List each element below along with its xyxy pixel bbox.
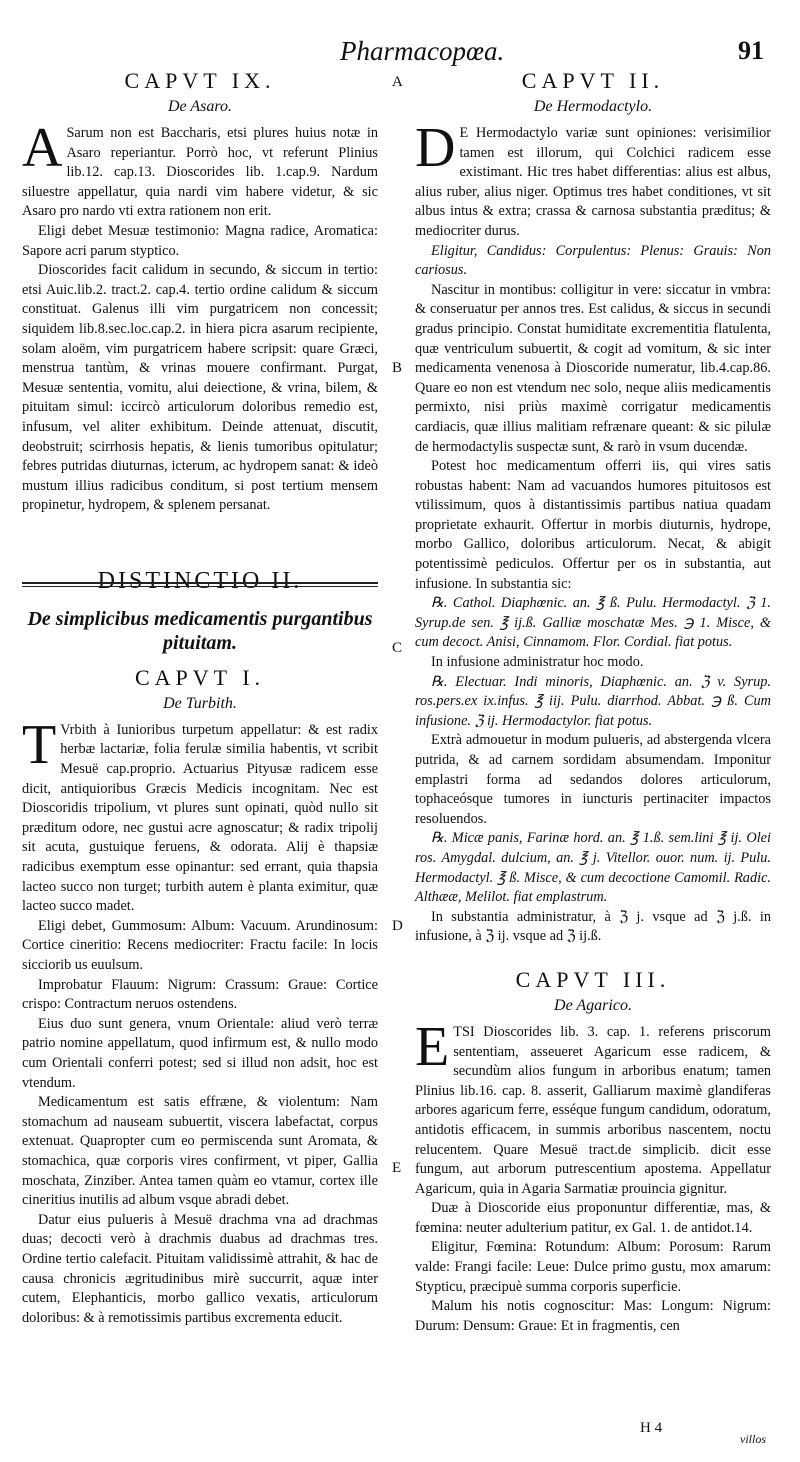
paragraph: Duæ à Dioscoride eius proponuntur differentiæ, mas, & fœmina: neuter adulterium patitur, ex Gal. 1. de antidot.14.: [415, 1200, 771, 1236]
paragraph: Nascitur in montibus: colligitur in vere: siccatur in vmbra: & conseruatur per annos tres. Est calidus, & siccus in secundi gradus principio. Constat humiditate excrementitia flatulenta, quæ ventriculum subuertit, & cogit ad vomitum, & sic inter medicamenta venenosa à Dioscoride numeratur, lib.4.cap.86. Quare eo non est vtendum nec solo, neque aliis medicamentis permixto, nisi priùs maximè corrigatur medicamentis cardiacis, quæ illius malitiam refrænare queant: & sic pilulæ de hermodactylis suspectæ sunt, & rarò in vsum ducendæ.: [415, 281, 771, 455]
chapter-subtitle: De Agarico.: [554, 996, 632, 1014]
paragraph: A Sarum non est Baccharis, etsi plures huius notæ in Asaro reperiantur. Porrò hoc, vt referunt Plinius lib.12. cap.13. Dioscorides lib. 1.cap.9. Nardum siluestre appellatur, quia nardi vim habere videtur, & sic Asaro pro nardo vti extra rationem non erit.: [22, 117, 378, 220]
paragraph: In substantia administratur, à ℨ j. vsque ad ℨ j.ß. in infusione, à ℨ ij. vsque ad ℨ ij.ß.: [415, 908, 771, 945]
paragraph: Eligitur, Fœmina: Rotundum: Album: Porosum: Rarum valde: Frangi facile: Leue: Dulce primo gustu, mox amarum: Stypticu, præcipuè summa corporis superficie.: [415, 1239, 771, 1295]
chapter-heading: CAPVT IX.: [124, 68, 276, 93]
chapter-subtitle: De Hermodactylo.: [533, 98, 653, 115]
paragraph: Eius duo sunt genera, vnum Orientale: aliud verò terræ patrio nomine appellatum, quod infirmum est, & nullo modo cum Orientali conferri potest; sed si illud non adsit, hoc est vtendum.: [22, 1015, 378, 1091]
paragraph: Eligi debet, Gummosum: Album: Vacuum. Arundinosum: Cortice cineritio: Recens mediocriter: Fractu facile: In locis sicciorib us euulsum.: [22, 917, 378, 973]
paragraph: Potest hoc medicamentum offerri iis, qui vires satis robustas habent: Nam ad vacuandos humores pituitosos est vtilissimum, quos à distantissimis partibus natiua quadam proprietate exhaurit. Offertur in morbis diuturnis, hydrope, morbo Gallico, doloribus articulorum. Necat, & abigit potentissimè pediculos. Offertur per os in substantia, aut infusione. In substantia sic:: [415, 458, 771, 592]
catchword: villos: [740, 1432, 766, 1446]
margin-letter-c: C: [392, 640, 403, 656]
paragraph: T Vrbith à Iunioribus turpetum appellatur: & est radix herbæ lactariæ, folia ferulæ similia habentis, vt scribit Mesuë cap.proprio. Actuarius Pityusæ radicem esse dicit, antiquioribus Græcis Medicis incognitam. Nec est Dioscoridis tripolium, vt plures sunt opinati, quòd nullo sit præditum odore, nec gustui acre agnoscatur; & radix tripolij sit acuta, gustuique feruens, & odorata. Alij è thapsiæ radicibus exemptum esse opinantur: sed errant, quia thapsia lacteo succo non turget; turbith autem è planta eximitur, quæ lacteo succo madet.: [22, 713, 378, 915]
section-rule: [22, 586, 378, 587]
recipe: ℞. Electuar. Indi minoris, Diaphœnic. an. ℨ v. Syrup. ros.pers.ex ix.infus. ℥ iij. Pulu. diarrhod. Abbat. ℈ ß. Cum infusione. ℨ ij. Hermodactylor. fiat potus.: [415, 673, 771, 729]
signature-mark: H 4: [640, 1420, 663, 1436]
paragraph: Dioscorides facit calidum in secundo, & siccum in tertio: etsi Auic.lib.2. tract.2. cap.4. tertio ordine calidum & siccum constituat. Galenus illi vim purgatricem non concessit; siquidem lib.8.sec.loc.cap.2. in hiera picra asarum recipiente, solam aloëm, vim purgatricem habere scripsit: quare Græci, menstrua tantùm, & vrinas mouere confirmant. Purgat, Mesuæ sententia, vomitu, alui deiectione, & vrina, bilem, & pituitam simul: iccircò articulorum doloribus remedio est, infusum, vel aliter exhibitum. Deinde attenuat, discutit, deobstruit; scirrhosis hepatis, & lienis tumoribus opitulatur; febres putridas diuturnas, icterum, ac hydropem sanat: & ideò mustum illius radicibus conditum, si post tertium mensem propinetur, hydropem, & splenem persanat.: [22, 262, 378, 514]
drop-cap: A: [22, 117, 63, 179]
paragraph: Eligitur, Candidus: Corpulentus: Plenus: Grauis: Non cariosus.: [415, 242, 771, 279]
right-column: [415, 62, 771, 1336]
left-column: [22, 62, 378, 1328]
running-title: Pharmacopœa.: [340, 36, 505, 66]
distinction-subtitle: De simplicibus medicamentis purgantibus pituitam.: [27, 607, 373, 654]
paragraph: Improbatur Flauum: Nigrum: Crassum: Graue: Cortice crispo: Contractum neruos ostendens.: [22, 976, 378, 1013]
recipe: ℞. Cathol. Diaphœnic. an. ℥ ß. Pulu. Hermodactyl. ℨ 1. Syrup.de sen. ℥ ij.ß. Galliæ moschatæ Mes. ℈ 1. Misce, & cum decoct. Anisi, Cinnamom. Flor. Cordial. fiat potus.: [415, 595, 771, 651]
paragraph: D E Hermodactylo variæ sunt opiniones: verisimilior tamen est illorum, qui Colchici radicem esse existimant. Hic tres habet differentias: alius est albus, alius ruber, alius niger. Optimus tres habet conditiones, vt sit albus intus & extra; crassa & carnosa substantia præditus; & mediocriter durus.: [415, 117, 771, 239]
paragraph: Eligi debet Mesuæ testimonio: Magna radice, Aromatica: Sapore acri parum styptico.: [22, 222, 378, 259]
paragraph: In infusione administratur hoc modo.: [431, 654, 644, 671]
chapter-subtitle: De Turbith.: [163, 694, 237, 712]
margin-letter-a: A: [392, 74, 403, 90]
chapter-subtitle: De Asaro.: [168, 98, 232, 115]
chapter-heading: CAPVT III.: [515, 966, 671, 992]
paragraph: ETSI Dioscorides lib. 3. cap. 1. referens priscorum sententiam, asseueret Agaricum esse radicem, & secundùm alios fungum in arboribus enatum; tamen Plinius lib.16. cap. 8. asserit, Galliarum maximè glandiferas arbores agaricum ferre, esséque fungum candidum, odoratum, antidotis efficacem, in summis arboribus nascentem, noctu relucentem. Quare Mesuë tract.de simplicib. dicit esse fungum, aut arborum putrescentium apostema. Appellatur Agaricum, quia in Agaria Sarmatiæ prouincia gignitur.: [415, 1015, 771, 1197]
drop-cap: E: [415, 1015, 450, 1078]
margin-letter-b: B: [392, 360, 403, 376]
paragraph: Medicamentum est satis effræne, & violentum: Nam stomachum ad nauseam subuertit, viscera labefactat, corpus extenuat. Quapropter cum eo permiscenda sunt Aromata, & stomachica, quæ corporis vires confirment, vt piper, Gallia moschata, Zinziber. Antea tamen quàm eo vtamur, cortex ille cineritius inutilis ad album vsque abradi debet.: [22, 1094, 378, 1209]
margin-letter-e: E: [392, 1160, 402, 1176]
paragraph: Extrà admouetur in modum pulueris, ad abstergenda vlcera putrida, & ad carnem sordidam absumendam. Imponitur emplastri forma ad sedandos dolores articulorum, tophaceósque tumores in iuncturis pertinaciter impactos resoluendos.: [415, 732, 771, 827]
paragraph: Datur eius pulueris à Mesuë drachma vna ad drachmas duas; decocti verò à drachmis duabus ad drachmas tres. Ordine tertio calefacit. Pituitam validissimè attrahit, & hac de causa chronicis ægritudinibus mirè succurrit, aquæ inter cutem, Elephanticis, morbo gallico vexatis, articulorum doloribus: & à remotissimis partibus excrementa educit.: [22, 1211, 378, 1326]
paragraph: Malum his notis cognoscitur: Mas: Longum: Nigrum: Durum: Densum: Graue: Et in fragmentis, cen: [415, 1298, 771, 1334]
section-rule: [22, 582, 378, 584]
distinction-heading: DISTINCTIO II.: [97, 567, 303, 594]
margin-letter-d: D: [392, 918, 403, 934]
page-number: 91: [738, 36, 764, 65]
chapter-heading: CAPVT II.: [521, 68, 665, 93]
chapter-heading: CAPVT I.: [134, 664, 266, 690]
drop-cap: D: [415, 117, 456, 179]
drop-cap: T: [22, 713, 57, 776]
recipe: ℞. Micæ panis, Farinæ hord. an. ℥ 1.ß. sem.lini ℥ ij. Olei ros. Amygdal. dulcium, an. ℥ j. Vitellor. ouor. num. ij. Pulu. Hermodactyl. ℥ ß. Misce, & cum decoctione Camomil. Radic. Althææ, Melilot. fiat emplastrum.: [415, 830, 771, 906]
